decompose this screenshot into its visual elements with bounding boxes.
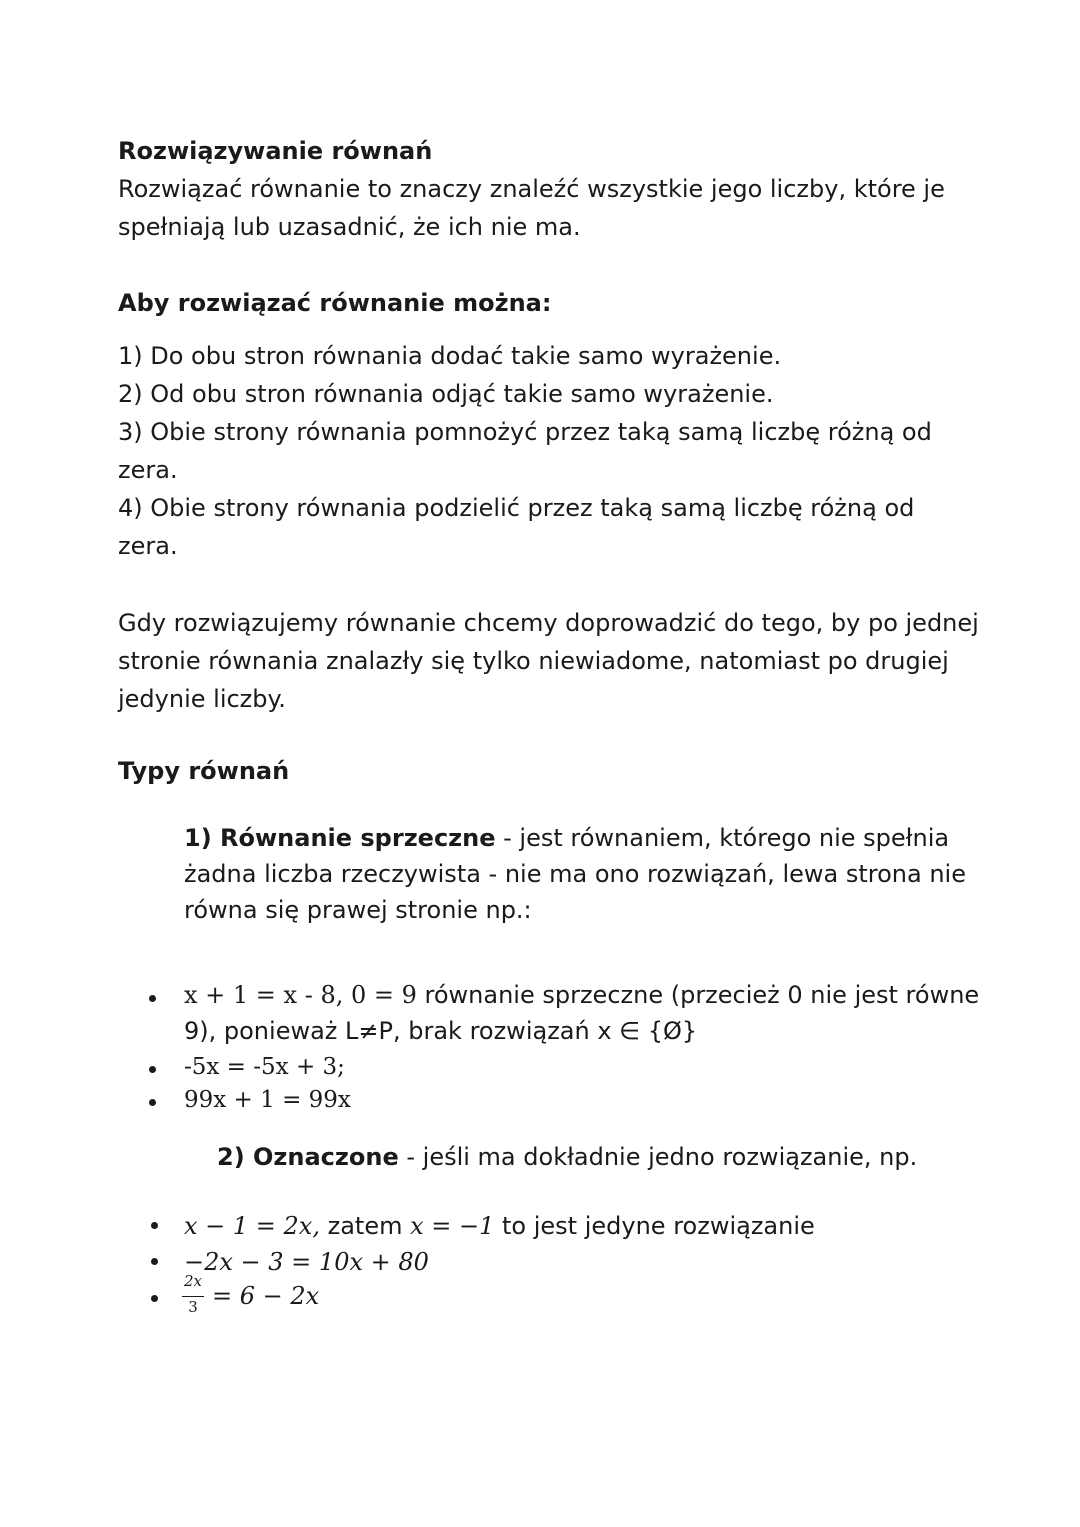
bullet <box>149 1099 156 1106</box>
method-item-4-cont: zera. <box>118 532 178 560</box>
bullet <box>151 1295 158 1302</box>
contradictory-example-3: 99x + 1 = 99x <box>184 1087 351 1113</box>
fraction-bar <box>182 1296 204 1297</box>
determined-line <box>217 1138 917 1176</box>
contradictory-text: - jest równaniem, którego nie spełnia <box>495 824 950 852</box>
determined-label: 2) Oznaczone <box>217 1143 399 1171</box>
bullet <box>149 995 156 1002</box>
determined-example-2: −2x − 3 = 10x + 80 <box>184 1248 429 1276</box>
bullet <box>151 1258 158 1265</box>
contradictory-example-2: -5x = -5x + 3; <box>184 1054 345 1080</box>
methods-heading: Aby rozwiązać równanie można: <box>118 289 552 317</box>
page-title: Rozwiązywanie równań <box>118 137 433 165</box>
types-heading: Typy równań <box>118 757 290 785</box>
bullet <box>151 1222 158 1229</box>
goal-line-3: jedynie liczby. <box>118 685 286 713</box>
goal-line-1: Gdy rozwiązujemy równanie chcemy doprowadzić do tego, by po jednej <box>118 609 979 637</box>
contradictory-line-2: żadna liczba rzeczywista - nie ma ono rozwiązań, lewa strona nie <box>184 860 966 888</box>
contradictory-line-3: równa się prawej stronie np.: <box>184 896 532 924</box>
method-item-2: 2) Od obu stron równania odjąć takie samo wyrażenie. <box>118 380 774 408</box>
contradictory-example-1-cont: 9), ponieważ L≠P, brak rozwiązań x ∈ {Ø} <box>184 1017 698 1045</box>
contradictory-label: 1) Równanie sprzeczne <box>184 824 496 852</box>
example-text: zatem <box>319 1212 411 1240</box>
contradictory-line-1 <box>184 819 949 857</box>
example-math: x − 1 = 2x, <box>184 1212 320 1240</box>
example-text: to jest jedyne rozwiązanie <box>494 1212 815 1240</box>
intro-line-2: spełniają lub uzasadnić, że ich nie ma. <box>118 213 581 241</box>
method-item-3: 3) Obie strony równania pomnożyć przez taką samą liczbę różną od <box>118 418 932 446</box>
fraction-denominator: 3 <box>188 1298 198 1316</box>
determined-example-1 <box>184 1207 815 1245</box>
example-text: równanie sprzeczne (przecież 0 nie jest równe <box>416 981 980 1009</box>
example-math: x + 1 = x - 8, 0 = 9 <box>184 981 417 1009</box>
method-item-1: 1) Do obu stron równania dodać takie samo wyrażenie. <box>118 342 782 370</box>
goal-line-2: stronie równania znalazły się tylko niewiadome, natomiast po drugiej <box>118 647 949 675</box>
determined-example-3: = 6 − 2x <box>212 1282 320 1310</box>
example-math: x = −1 <box>410 1212 495 1240</box>
method-item-4: 4) Obie strony równania podzielić przez taką samą liczbę różną od <box>118 494 915 522</box>
contradictory-example-1 <box>184 976 979 1014</box>
fraction-numerator: 2x <box>183 1272 202 1290</box>
intro-line-1: Rozwiązać równanie to znaczy znaleźć wszystkie jego liczby, które je <box>118 175 945 203</box>
method-item-3-cont: zera. <box>118 456 178 484</box>
bullet <box>149 1066 156 1073</box>
determined-text: - jeśli ma dokładnie jedno rozwiązanie, np. <box>398 1143 918 1171</box>
